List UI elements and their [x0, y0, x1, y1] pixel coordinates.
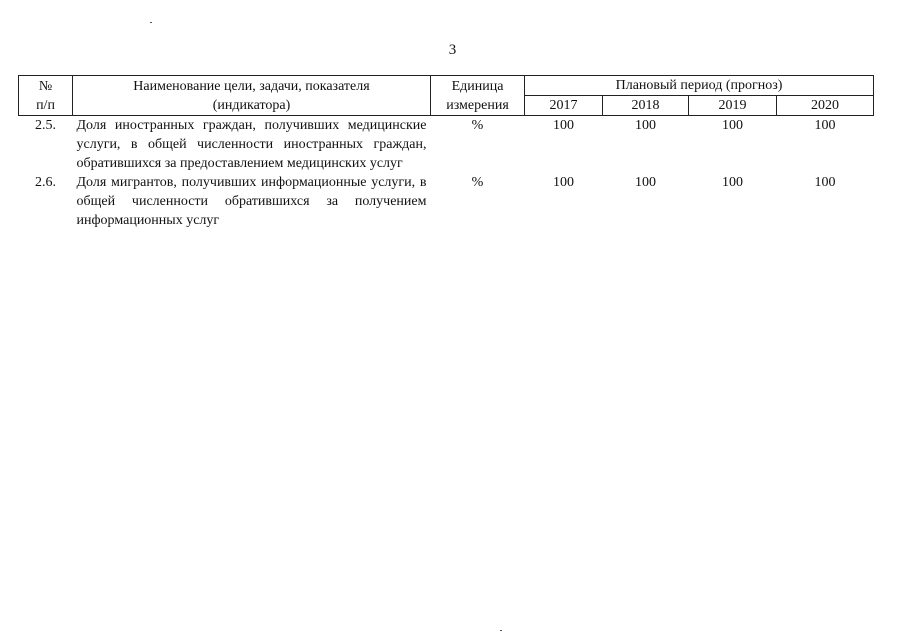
row-value-2017: 100 — [553, 118, 574, 133]
table-row — [19, 173, 874, 230]
row-value-2020: 100 — [814, 175, 836, 190]
header-name-line2: (индикатора) — [212, 97, 291, 113]
header-year-2017: 2017 — [525, 96, 603, 116]
header-unit-line2: измерения — [446, 97, 509, 113]
row-value-2019: 100 — [722, 175, 743, 190]
header-unit — [431, 76, 525, 116]
row-number: 2.6. — [35, 175, 56, 190]
header-number-line1: № — [38, 78, 53, 94]
row-unit: % — [471, 175, 484, 190]
row-indicator-name: Доля иностранных граждан, получивших медицинские услуги, в общей численности иностранных граждан, обратившихся за предоставлением медицинских услуг — [76, 118, 427, 171]
header-name-line1: Наименование цели, задачи, показателя — [133, 78, 370, 94]
indicators-table — [18, 75, 874, 230]
scan-speck — [500, 630, 502, 631]
row-value-2018: 100 — [635, 175, 656, 190]
scan-speck — [150, 22, 152, 23]
header-period: Плановый период (прогноз) — [525, 76, 874, 96]
header-number-line2: п/п — [36, 97, 55, 113]
row-unit: % — [471, 118, 484, 133]
row-indicator-name: Доля мигрантов, получивших информационные услуги, в общей численности обратившихся за получением информационных услуг — [76, 175, 427, 228]
row-number: 2.5. — [35, 118, 56, 133]
table-row — [19, 116, 874, 174]
header-number — [19, 76, 73, 116]
header-year-2019: 2019 — [689, 96, 777, 116]
row-value-2018: 100 — [635, 118, 656, 133]
header-unit-line1: Единица — [451, 78, 504, 94]
page-number: 3 — [448, 42, 457, 58]
row-value-2020: 100 — [814, 118, 836, 133]
header-name — [73, 76, 431, 116]
header-year-2020: 2020 — [777, 96, 874, 116]
header-year-2018: 2018 — [603, 96, 689, 116]
row-value-2019: 100 — [722, 118, 743, 133]
row-value-2017: 100 — [553, 175, 574, 190]
